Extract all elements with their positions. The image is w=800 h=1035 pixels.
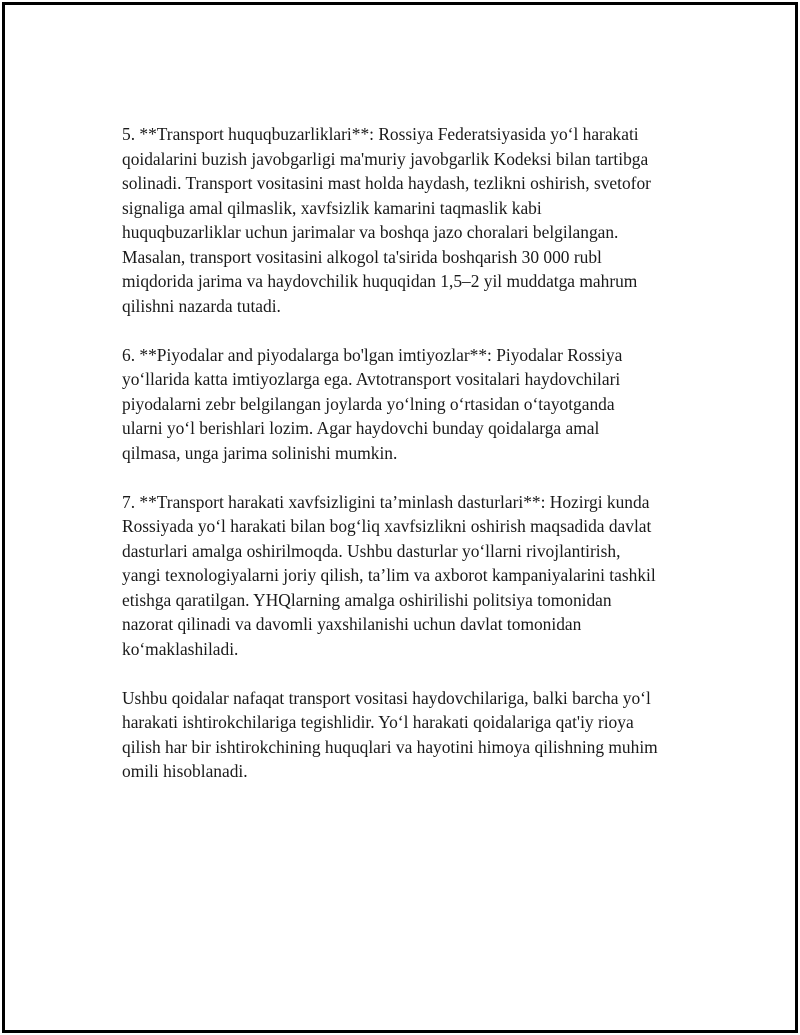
text-line: qilish har bir ishtirokchining huquqlari va hayotini himoya qilishning muhim: [122, 736, 658, 757]
text-line: signaliga amal qilmaslik, xavfsizlik kamarini taqmaslik kabi: [122, 197, 542, 218]
text-line: harakati ishtirokchilariga tegishlidir. Yoʻl harakati qoidalariga qat'iy rioya: [122, 712, 634, 732]
text-line: koʻmaklashiladi.: [122, 638, 239, 659]
paragraph-conclusion: [122, 686, 702, 784]
text-line: dasturlari amalga oshirilmoqda. Ushbu dasturlar yoʻllarni rivojlantirish,: [122, 540, 621, 561]
paragraph-pedestrians: [122, 343, 702, 466]
text-line: etishga qaratilgan. YHQlarning amalga oshirilishi politsiya tomonidan: [122, 589, 612, 610]
text-line: huquqbuzarliklar uchun jarimalar va boshqa jazo choralari belgilangan.: [122, 222, 619, 242]
text-line: qilishni nazarda tutadi.: [122, 295, 281, 316]
page-frame: [2, 2, 798, 1033]
text-line: nazorat qilinadi va davomli yaxshilanishi uchun davlat tomonidan: [122, 614, 582, 634]
document-body: [122, 122, 702, 808]
text-line: Masalan, transport vositasini alkogol ta'sirida boshqarish 30 000 rubl: [122, 246, 602, 267]
text-line: yoʻllarida katta imtiyozlarga ega. Avtotransport vositalari haydovchilari: [122, 369, 621, 389]
text-line: 6. **Piyodalar and piyodalarga bo'lgan imtiyozlar**: Piyodalar Rossiya: [122, 344, 623, 365]
text-line: ularni yoʻl berishlari lozim. Agar haydovchi bunday qoidalarga amal: [122, 418, 600, 438]
text-line: yangi texnologiyalarni joriy qilish, ta’lim va axborot kampaniyalarini tashkil: [122, 565, 656, 585]
text-line: 5. **Transport huquqbuzarliklari**: Rossiya Federatsiyasida yoʻl harakati: [122, 124, 639, 144]
text-line: solinadi. Transport vositasini mast holda haydash, tezlikni oshirish, svetofor: [122, 173, 651, 193]
text-line: Rossiyada yoʻl harakati bilan bogʻliq xavfsizlikni oshirish maqsadida davlat: [122, 516, 652, 536]
text-line: qoidalarini buzish javobgarligi ma'muriy javobgarlik Kodeksi bilan tartibga: [122, 148, 649, 169]
text-line: omili hisoblanadi.: [122, 761, 248, 781]
text-line: piyodalarni zebr belgilangan joylarda yoʻlning oʻrtasidan oʻtayotganda: [122, 393, 615, 414]
text-line: Ushbu qoidalar nafaqat transport vositasi haydovchilariga, balki barcha yoʻl: [122, 687, 651, 708]
paragraph-transport-offenses: [122, 122, 702, 318]
text-line: 7. **Transport harakati xavfsizligini ta’minlash dasturlari**: Hozirgi kunda: [122, 491, 650, 512]
text-line: miqdorida jarima va haydovchilik huquqidan 1,5–2 yil muddatga mahrum: [122, 271, 638, 291]
text-line: qilmasa, unga jarima solinishi mumkin.: [122, 442, 398, 463]
paragraph-safety-programs: [122, 490, 702, 662]
